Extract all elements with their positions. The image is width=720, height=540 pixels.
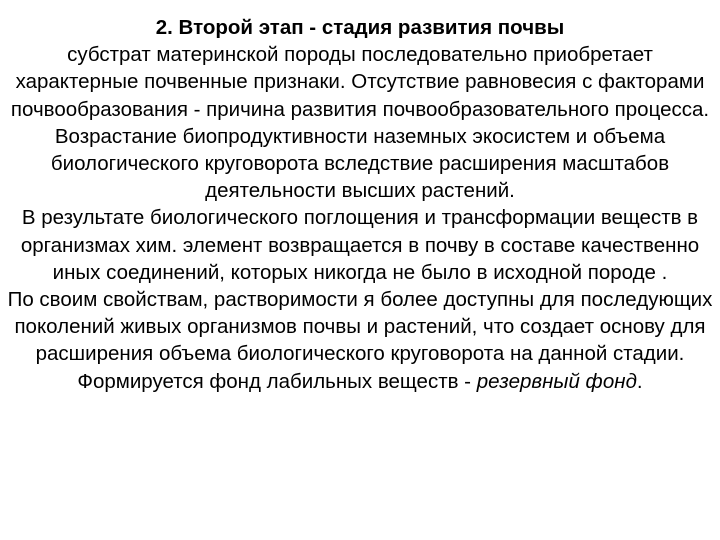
paragraph-substrate: субстрат материнской породы последовательно приобретает характерные почвенные признаки. Отсутствие равновесия с факторами почвообразования - причина развития почвообразовательного процесса. [10,43,710,121]
paragraph-reserve-fund [4,368,716,395]
paragraph-solubility: По своим свойствам, растворимости я более доступны для последующих поколений живых организмов почвы и растений, что создает основу для расширения объема биологического круговорота на данной стадии. [7,288,713,366]
slide-text-body [4,14,716,395]
slide-title: 2. Второй этап - стадия развития почвы [155,16,565,39]
paragraph-biological-absorption: В результате биологического поглощения и трансформации веществ в организмах хим. элемент возвращается в почву в составе качественно иных соединений, которых никогда не было в исходной породе . [20,206,700,284]
reserve-fund-suffix: . [636,369,643,393]
reserve-fund-prefix: Формируется фонд лабильных веществ - [77,369,477,393]
reserve-fund-term: резервный фонд [476,369,637,393]
paragraph-bioproductivity: Возрастание биопродуктивности наземных экосистем и объема биологического круговорота вследствие расширения масштабов деятельности высших растений. [50,124,670,203]
